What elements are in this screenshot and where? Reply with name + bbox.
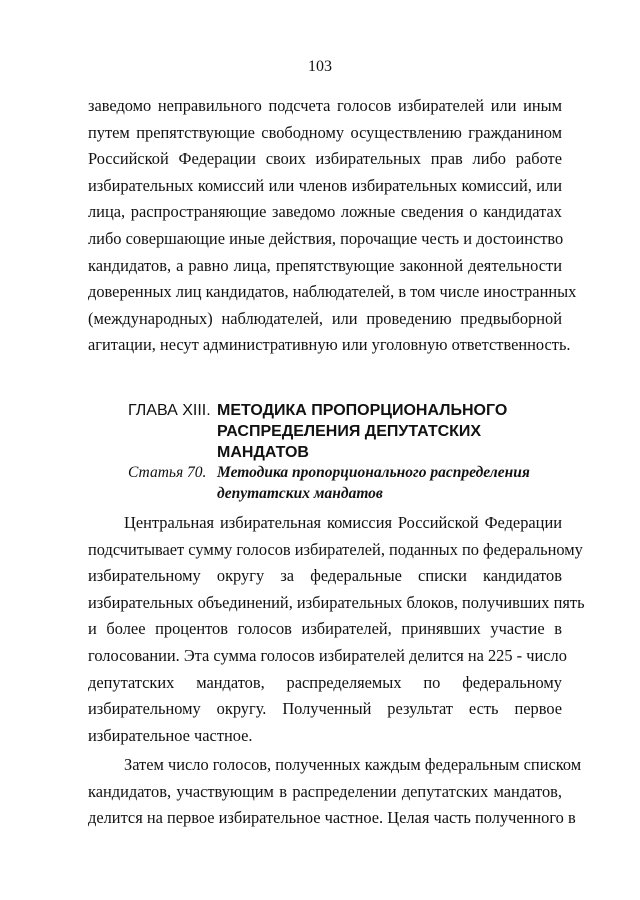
text-line: избирательное частное.: [88, 725, 253, 745]
chapter-title: [217, 400, 577, 463]
article-title: [217, 462, 567, 504]
page-number: 103: [308, 58, 332, 75]
text-line: избирательных комиссий или членов избирательных комиссий, или: [88, 175, 562, 195]
text-line: заведомо неправильного подсчета голосов избирателей или иным: [88, 96, 562, 115]
paragraph-article-body: [88, 510, 585, 749]
article-label: Статья 70.: [128, 464, 207, 481]
text-line: путем препятствующие свободному осуществлению гражданином: [88, 122, 562, 142]
text-line: подсчитывает сумму голосов избирателей, поданных по федеральному: [88, 539, 583, 559]
text-line: Затем число голосов, полученных каждым федеральным списком: [124, 755, 582, 774]
text-line: депутатских мандатов, распределяемых по федеральному: [88, 672, 562, 692]
text-line: (международных) наблюдателей, или проведению предвыборной: [88, 308, 562, 328]
text-line: кандидатов, участвующим в распределении депутатских мандатов,: [88, 781, 562, 801]
text-line: избирательному округу. Полученный результат есть первое: [88, 699, 562, 719]
chapter-label: ГЛАВА XIII.: [128, 402, 211, 419]
text-line: и более процентов голосов избирателей, принявших участие в: [88, 619, 562, 639]
text-line: голосовании. Эта сумма голосов избирателей делится на 225 - число: [88, 645, 567, 665]
chapter-title-line: РАСПРЕДЕЛЕНИЯ ДЕПУТАТСКИХ МАНДАТОВ: [217, 423, 482, 461]
paragraph-continued: [88, 93, 577, 359]
text-line: Центральная избирательная комиссия Российской Федерации: [124, 513, 562, 532]
chapter-title-line: МЕТОДИКА ПРОПОРЦИОНАЛЬНОГО: [217, 402, 508, 419]
text-line: делится на первое избирательное частное. Целая часть полученного в: [88, 808, 576, 828]
text-line: Российской Федерации своих избирательных прав либо работе: [88, 149, 562, 169]
article-title-line: Методика пропорционального распределения: [217, 464, 530, 481]
text-line: либо совершающие иные действия, порочащие честь и достоинство: [88, 228, 564, 248]
paragraph-article-body: [88, 752, 582, 832]
article-title-line: депутатских мандатов: [217, 485, 383, 502]
text-line: кандидатов, а равно лица, препятствующие законной деятельности: [88, 255, 562, 275]
text-line: доверенных лиц кандидатов, наблюдателей, в том числе иностранных: [88, 282, 577, 302]
text-line: избирательному округу за федеральные списки кандидатов: [88, 566, 562, 586]
text-line: лица, распространяющие заведомо ложные сведения о кандидатах: [88, 202, 562, 222]
text-line: агитации, несут административную или уголовную ответственность.: [88, 335, 571, 355]
text-line: избирательных объединений, избирательных блоков, получивших пять: [88, 592, 585, 612]
